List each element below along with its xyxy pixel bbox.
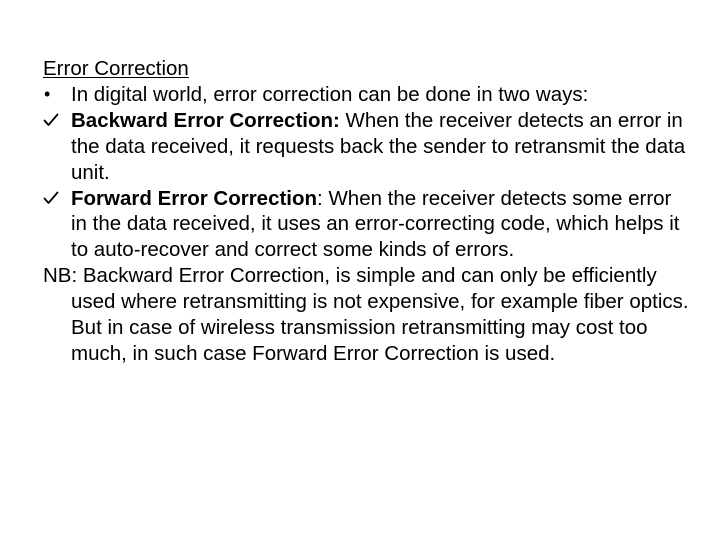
slide-title: Error Correction <box>43 57 189 80</box>
item-text: : When the receiver detects some error in the data received, it uses an error-correcting code, which helps it to auto-recover and correct some kinds of errors. <box>71 186 680 262</box>
forward-error-correction-item <box>43 186 693 264</box>
backward-error-correction-item <box>43 108 693 186</box>
note-paragraph: NB: Backward Error Correction, is simple and can only be efficiently used where retransmitting is not expensive, for example fiber optics. But in case of wireless transmission retransmitting may cost too much, in such case Forward Error Correction is used. <box>43 264 689 365</box>
bullet-marker: • <box>44 83 51 104</box>
item-heading: Backward Error Correction: <box>71 108 340 132</box>
checkmark-icon <box>43 108 67 127</box>
item-heading: Forward Error Correction <box>71 186 318 210</box>
item-text: When the receiver detects an error in the data received, it requests back the sender to retransmit the data unit. <box>71 108 686 184</box>
slide-content <box>43 56 693 367</box>
intro-bullet <box>43 82 693 108</box>
checkmark-icon <box>43 186 67 205</box>
intro-text: In digital world, error correction can be done in two ways: <box>71 82 589 106</box>
